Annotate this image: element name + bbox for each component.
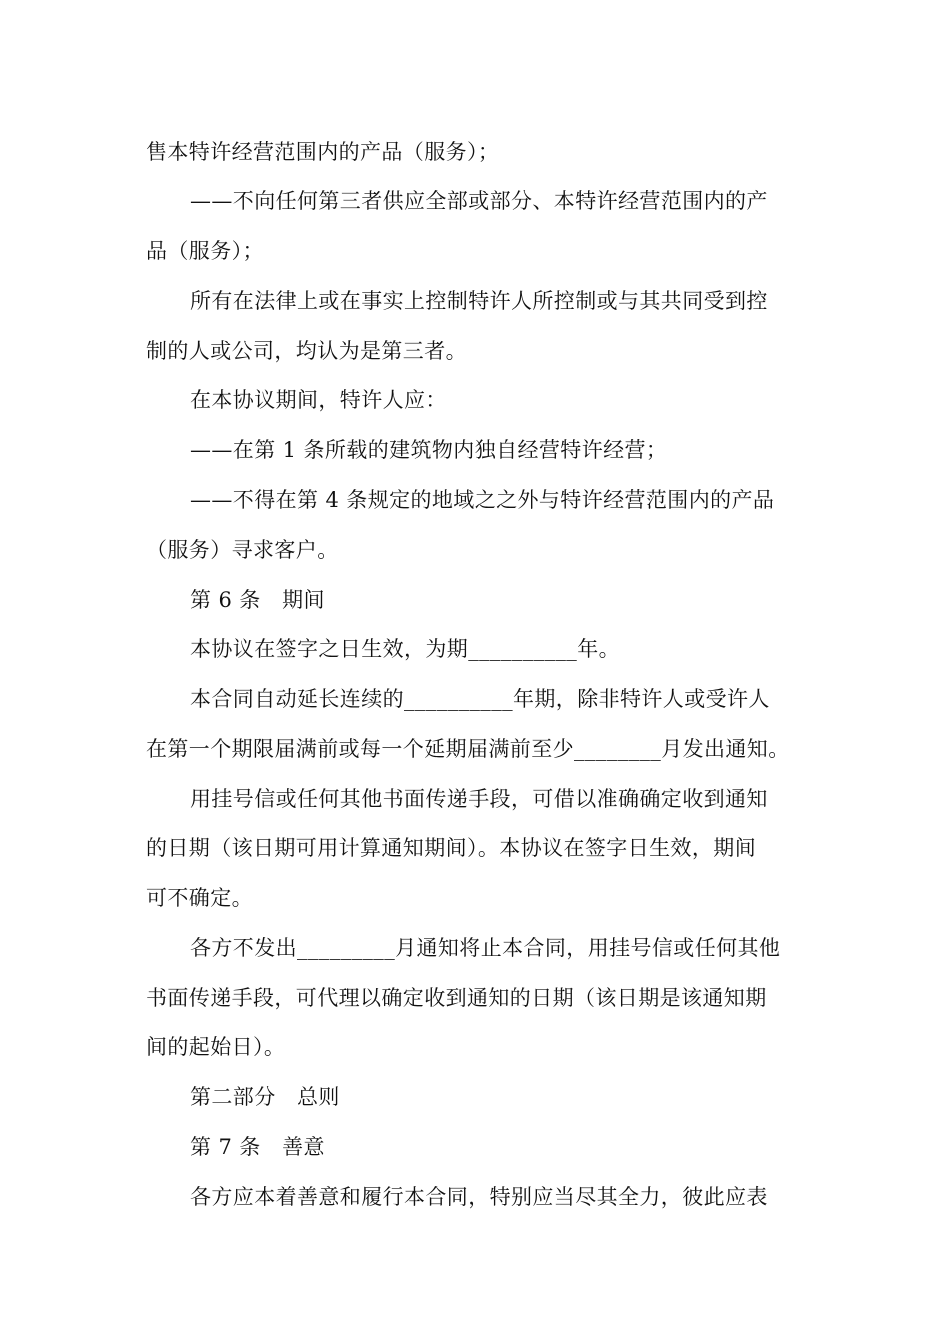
text-line: 本合同自动延长连续的__________年期，除非特许人或受许人 bbox=[190, 687, 770, 711]
text-line: 在第一个期限届满前或每一个延期届满前至少________月发出通知。 bbox=[146, 737, 790, 761]
text-line: 间的起始日）。 bbox=[146, 1035, 286, 1059]
text-line: 的日期（该日期可用计算通知期间）。本协议在签字日生效，期间 bbox=[146, 836, 757, 860]
text-line: 在本协议期间，特许人应： bbox=[190, 388, 447, 412]
text-line: 书面传递手段，可代理以确定收到通知的日期（该日期是该通知期 bbox=[146, 986, 767, 1010]
text-line: 所有在法律上或在事实上控制特许人所控制或与其共同受到控 bbox=[190, 289, 768, 313]
text-line: 品（服务）； bbox=[146, 239, 264, 263]
text-line: （服务）寻求客户。 bbox=[146, 538, 339, 562]
text-line: 制的人或公司，均认为是第三者。 bbox=[146, 339, 467, 363]
part-heading: 第二部分 总则 bbox=[190, 1085, 340, 1109]
text-line: 售本特许经营范围内的产品（服务）； bbox=[146, 140, 500, 164]
text-line: 用挂号信或任何其他书面传递手段，可借以准确确定收到通知 bbox=[190, 787, 768, 811]
text-line: ——不得在第 4 条规定的地域之之外与特许经营范围内的产品 bbox=[190, 488, 775, 512]
text-line: 各方不发出_________月通知将止本合同，用挂号信或任何其他 bbox=[190, 936, 781, 960]
section-heading: 第 6 条 期间 bbox=[190, 588, 325, 612]
section-heading: 第 7 条 善意 bbox=[190, 1135, 325, 1159]
text-line: 可不确定。 bbox=[146, 886, 253, 910]
text-line: 本协议在签字之日生效，为期__________年。 bbox=[190, 637, 620, 661]
text-line: ——不向任何第三者供应全部或部分、本特许经营范围内的产 bbox=[190, 189, 768, 213]
text-line: 各方应本着善意和履行本合同，特别应当尽其全力，彼此应表 bbox=[190, 1185, 768, 1209]
text-line: ——在第 1 条所载的建筑物内独自经营特许经营； bbox=[190, 438, 668, 462]
